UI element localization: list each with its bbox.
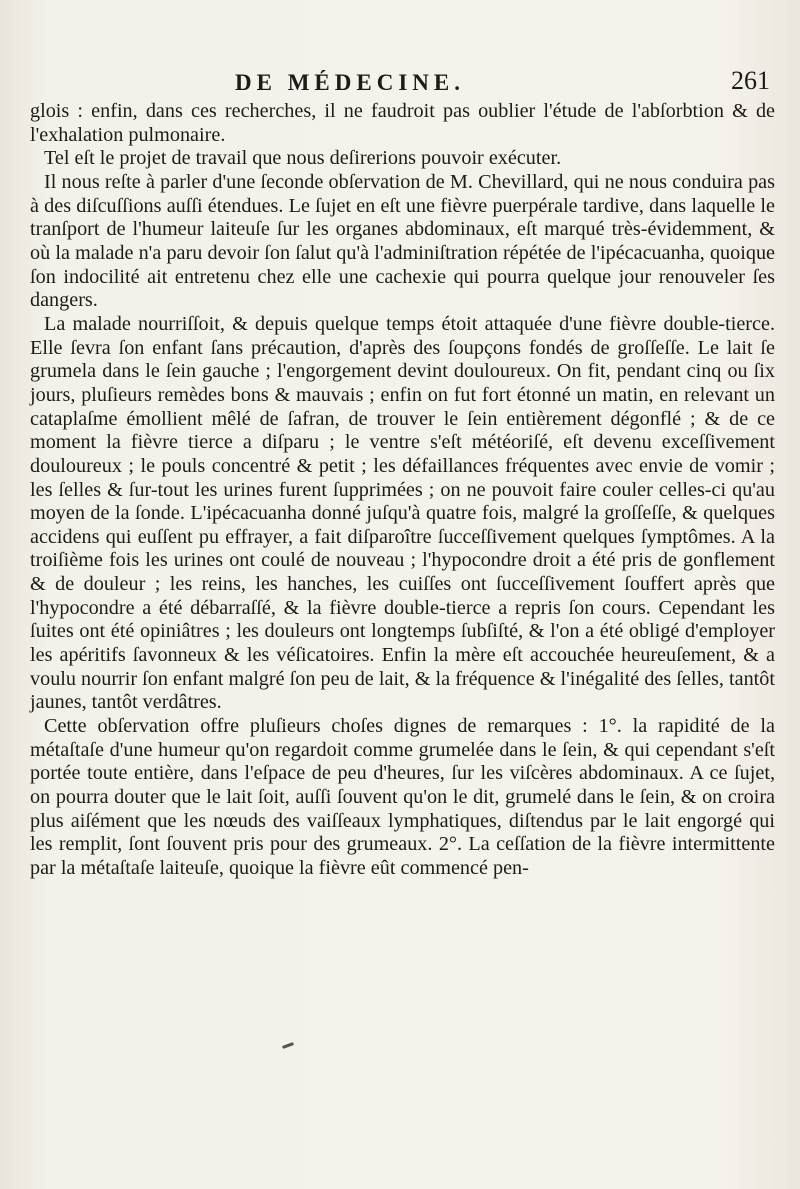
page-header [30, 66, 770, 102]
paragraph-2: Tel eſt le projet de travail que nous deſirerions pouvoir exécuter. [44, 147, 562, 170]
paragraph-4: La malade nourriſſoit, & depuis quelque temps étoit attaquée d'une fièvre double-tierce. Elle ſevra ſon enfant ſans précaution, d'après des ſoupçons fondés de groſſeſſe. Le lait ſe grumela dans le ſein gauche ; l'engorgement devint douloureux. On fit, pendant cinq ou ſix jours, pluſieurs remèdes bons & mauvais ; enfin on fut fort étonné un matin, en relevant un cataplaſme émollient mêlé de ſafran, de trouver le ſein entièrement dégonflé ; & de ce moment la fièvre tierce a diſparu ; le ventre s'eſt météoriſé, eſt devenu exceſſivement douloureux ; le pouls concentré & petit ; les défaillances fréquentes avec envie de vomir ; les ſelles & ſur-tout les urines furent ſupprimées ; on ne pouvoit faire couler celles-ci qu'au moyen de la ſonde. L'ipécacuanha donné juſqu'à quatre fois, malgré la groſſeſſe, & quelques accidens qui euſſent pu effrayer, a fait diſparoître ſucceſſivement quelques ſymptômes. A la troiſième fois les urines ont coulé de nouveau ; l'hypocondre droit a été pris de gonflement & de douleur ; les reins, les hanches, les cuiſſes ont ſucceſſivement ſouffert après que l'hypocondre a été débarraſſé, & la fièvre double-tierce a repris ſon cours. Cependant les ſuites ont été opiniâtres ; les douleurs ont longtemps ſubſiſté, & l'on a été obligé d'employer les apéritifs ſavonneux & les véſicatoires. Enfin la mère eſt accouchée heureuſement, & a voulu nourrir ſon enfant malgré ſon peu de lait, & la fréquence & l'inégalité des ſelles, tantôt jaunes, tantôt verdâtres. [30, 312, 775, 714]
paragraph-1: glois : enfin, dans ces recherches, il ne faudroit pas oublier l'étude de l'abſorbtion & de l'exhalation pulmonaire. [30, 100, 775, 146]
paragraph-3: Il nous reſte à parler d'une ſeconde obſervation de M. Chevillard, qui ne nous conduira pas à des diſcuſſions auſſi étendues. Le ſujet en eſt une fièvre puerpérale tardive, dans laquelle le tranſport de l'humeur laiteuſe ſur les organes abdominaux, eſt marqué très-évidemment, & où la malade n'a paru devoir ſon ſalut qu'à l'adminiſtration répétée de l'ipécacuanha, quoique ſon indocilité ait entretenu chez elle une cachexie qui pourra quelque jour renouveler ſes dangers. [30, 170, 775, 312]
page-number: 261 [731, 66, 770, 95]
running-title: DE MÉDECINE. [235, 70, 465, 95]
paragraph-5: Cette obſervation offre pluſieurs choſes dignes de remarques : 1°. la rapidité de la métaſtaſe d'une humeur qu'on regardoit comme grumelée dans le ſein, & qui cependant s'eſt portée toute entière, dans l'eſpace de peu d'heures, ſur les viſcères abdominaux. A ce ſujet, on pourra douter que le lait ſoit, auſſi ſouvent qu'on le dit, grumelé dans le ſein, & on croira plus aiſément que les nœuds des vaiſſeaux lymphatiques, diſtendus par le lait engorgé qui les remplit, ſont ſouvent pris pour des grumeaux. 2°. La ceſſation de la fièvre intermittente par la métaſtaſe laiteuſe, quoique la fièvre eût commencé pen- [30, 715, 775, 879]
body-text [30, 100, 775, 881]
ink-mark [282, 1042, 294, 1049]
